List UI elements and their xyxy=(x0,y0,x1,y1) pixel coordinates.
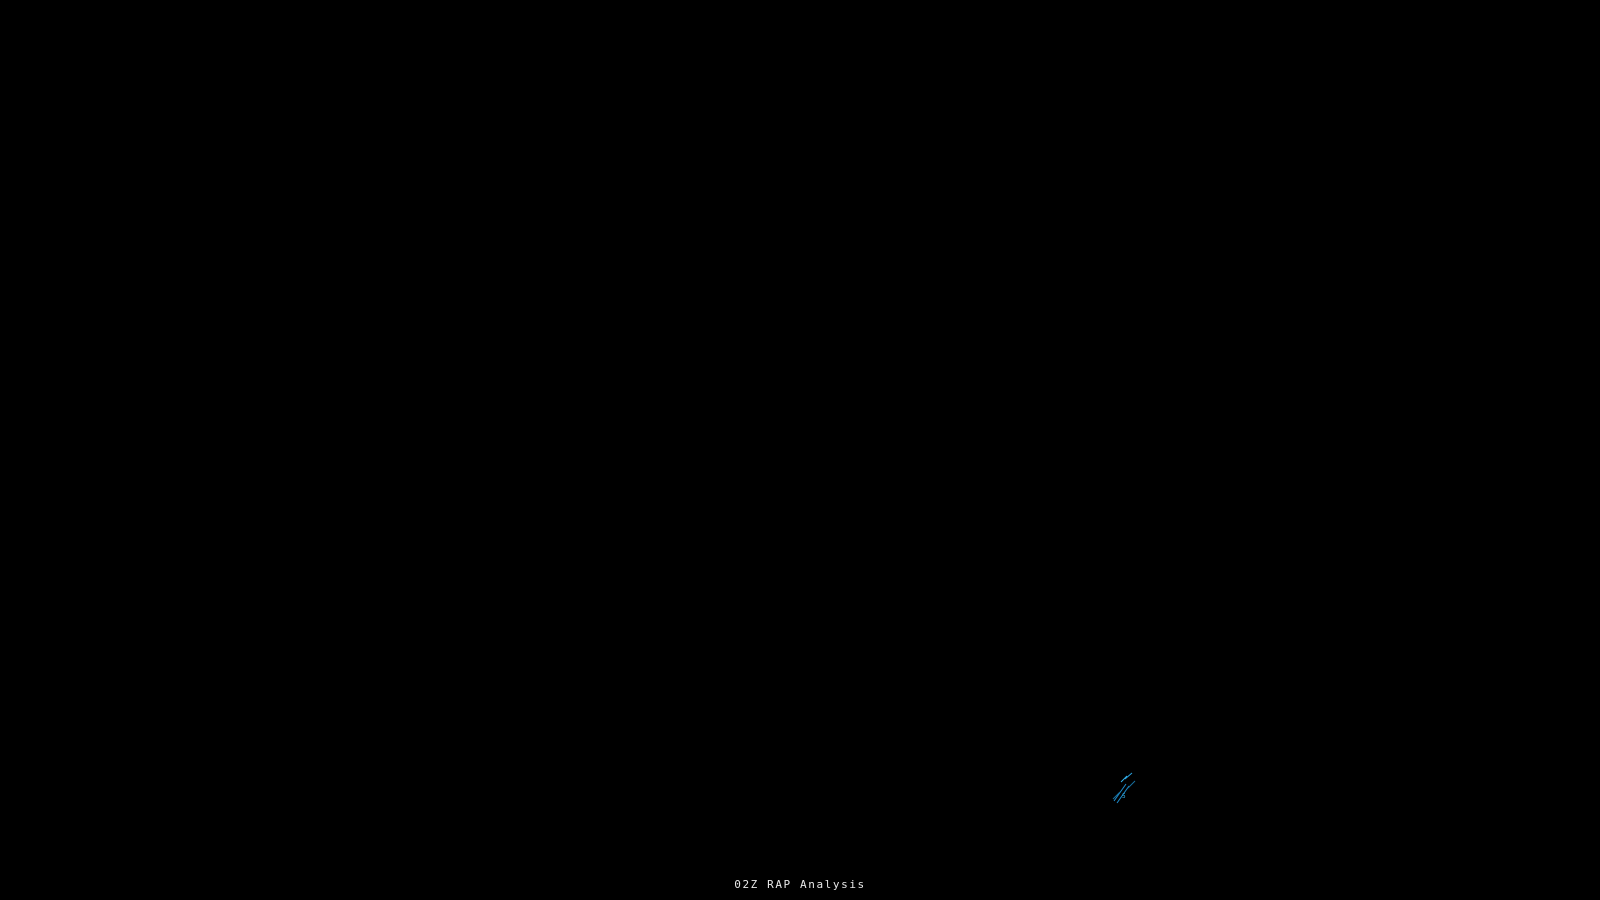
svg-text:5: 5 xyxy=(1122,793,1126,800)
contour-label xyxy=(1122,793,1126,800)
map-caption: 02Z RAP Analysis xyxy=(734,878,866,891)
weather-map-canvas[interactable] xyxy=(1112,770,1146,806)
